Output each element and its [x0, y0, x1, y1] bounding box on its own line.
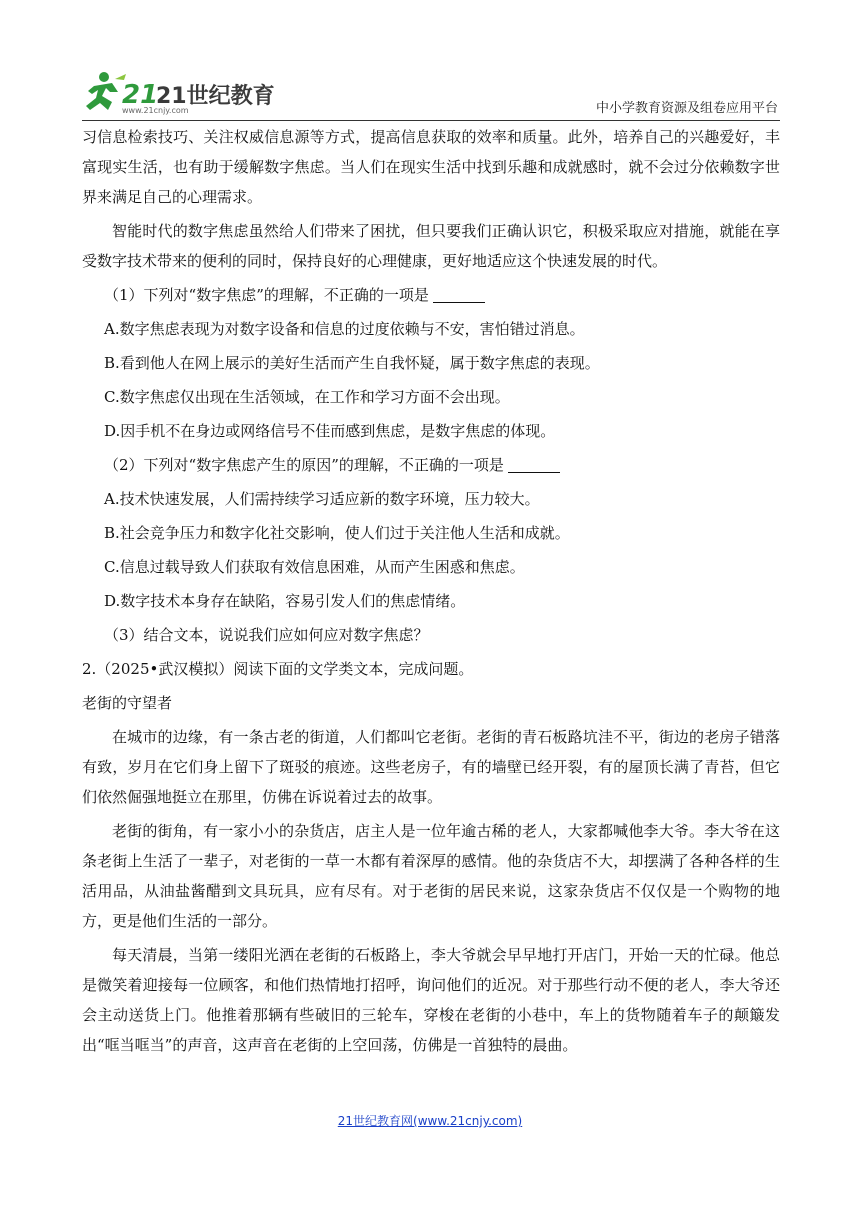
document-body	[82, 122, 780, 1064]
problem-2-intro: 2.（2025•武汉模拟）阅读下面的文学类文本，完成问题。	[82, 660, 474, 678]
answer-blank-1[interactable]	[433, 287, 485, 303]
question-3: （3）结合文本，说说我们应如何应对数字焦虑？	[104, 626, 429, 644]
q2-option-a: A.技术快速发展，人们需持续学习适应新的数字环境，压力较大。	[104, 490, 540, 508]
article-paragraph: 每天清晨，当第一缕阳光洒在老街的石板路上，李大爷就会早早地打开店门，开始一天的忙碌。他总是微笑着迎接每一位顾客，和他们热情地打招呼，询问他们的近况。对于那些行动不便的老人，李大爷还会主动送货上门。他推着那辆有些破旧的三轮车，穿梭在老街的小巷中，车上的货物随着车子的颠簸发出“哐当哐当”的声音，这声音在老街的上空回荡，仿佛是一首独特的晨曲。	[82, 946, 780, 1054]
question-2	[82, 450, 780, 480]
question-1-stem: （1）下列对“数字焦虑”的理解，不正确的一项是	[104, 286, 429, 304]
article-paragraph: 在城市的边缘，有一条古老的街道，人们都叫它老街。老街的青石板路坑洼不平，街边的老房子错落有致，岁月在它们身上留下了斑驳的痕迹。这些老房子，有的墙壁已经开裂，有的屋顶长满了青苔，但它们依然倔强地挺立在那里，仿佛在诉说着过去的故事。	[82, 728, 780, 806]
platform-name: 中小学教育资源及组卷应用平台	[595, 101, 778, 116]
svg-text:21: 21	[122, 80, 159, 110]
footer-link[interactable]: 21世纪教育网(www.21cnjy.com)	[337, 1114, 523, 1128]
article-paragraph: 老街的街角，有一家小小的杂货店，店主人是一位年逾古稀的老人，大家都喊他李大爷。李大爷在这条老街上生活了一辈子，对老街的一草一木都有着深厚的感情。他的杂货店不大，却摆满了各种各样的生活用品，从油盐酱醋到文具玩具，应有尽有。对于老街的居民来说，这家杂货店不仅仅是一个购物的地方，更是他们生活的一部分。	[82, 822, 780, 930]
q1-option-a: A.数字焦虑表现为对数字设备和信息的过度依赖与不安，害怕错过消息。	[104, 320, 585, 338]
question-2-stem: （2）下列对“数字焦虑产生的原因”的理解，不正确的一项是	[104, 456, 504, 474]
logo-url: www.21cnjy.com	[122, 106, 189, 115]
q1-option-c: C.数字焦虑仅出现在生活领域，在工作和学习方面不会出现。	[104, 388, 510, 406]
answer-blank-2[interactable]	[508, 457, 560, 473]
question-1	[82, 280, 780, 310]
q1-option-d: D.因手机不在身边或网络信号不佳而感到焦虑，是数字焦虑的体现。	[104, 422, 556, 440]
q2-option-d: D.数字技术本身存在缺陷，容易引发人们的焦虑情绪。	[104, 592, 466, 610]
q1-option-b: B.看到他人在网上展示的美好生活而产生自我怀疑，属于数字焦虑的表现。	[104, 354, 600, 372]
article-title: 老街的守望者	[82, 694, 173, 712]
paragraph-continued: 习信息检索技巧、关注权威信息源等方式，提高信息获取的效率和质量。此外，培养自己的兴趣爱好，丰富现实生活，也有助于缓解数字焦虑。当人们在现实生活中找到乐趣和成就感时，就不会过分依赖数字世界来满足自己的心理需求。	[82, 128, 780, 206]
paragraph-conclusion: 智能时代的数字焦虑虽然给人们带来了困扰，但只要我们正确认识它，积极采取应对措施，就能在享受数字技术带来的便利的同时，保持良好的心理健康，更好地适应这个快速发展的时代。	[82, 222, 780, 270]
page-header	[82, 62, 780, 121]
site-logo[interactable]	[82, 70, 275, 115]
q2-option-c: C.信息过载导致人们获取有效信息困难，从而产生困惑和焦虑。	[104, 558, 525, 576]
page-footer	[0, 1112, 860, 1129]
runner-logo-icon	[82, 70, 275, 115]
logo-text: 21世纪教育	[156, 84, 275, 109]
q2-option-b: B.社会竞争压力和数字化社交影响，使人们过于关注他人生活和成就。	[104, 524, 570, 542]
